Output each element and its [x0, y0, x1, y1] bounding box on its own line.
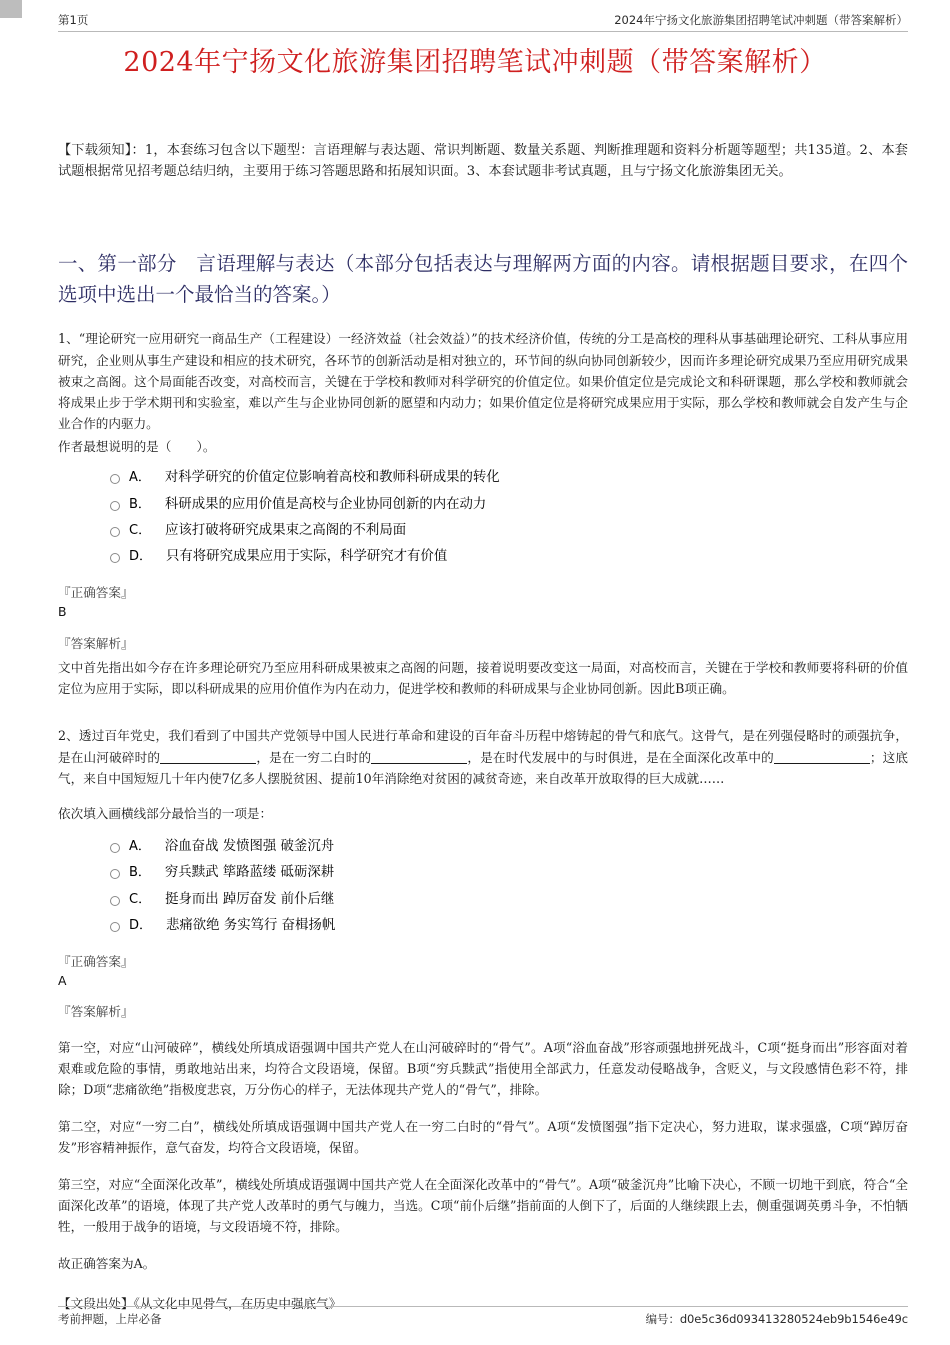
option-letter: A． — [129, 470, 151, 486]
running-header — [58, 12, 908, 32]
question-stem-segment: 2、透过百年党史，我们看到了中国共产党领导中国人民进行革命和建设的百年奋斗历程中熔铸起的骨气和底气。这骨气，是在列强侵略时的顽强抗争，是在山河破碎时的 — [58, 728, 908, 765]
question-prompt: 依次填入画横线部分最恰当的一项是： — [58, 805, 273, 821]
question-block — [58, 725, 908, 1314]
fill-blank — [371, 763, 467, 764]
header-document-title: 2024年宁扬文化旅游集团招聘笔试冲刺题（带答案解析） — [614, 13, 908, 27]
answer-analysis-text: 第三空，对应“全面深化改革”，横线处所填成语强调中国共产党人在全面深化改革中的“骨气”。A项“破釜沉舟”比喻下决心，不顾一切地干到底，符合“全面深化改革”的语境，体现了共产党人改革时的勇气与魄力，当选。C项“前仆后继”指前面的人倒下了，后面的人继续跟上去，侧重强调英勇斗争，不怕牺牲，一般用于战争的语境，与文段语境不符，排除。 — [58, 1176, 908, 1234]
correct-answer-label: 『正确答案』 — [58, 953, 134, 969]
footer-document-code — [646, 1311, 908, 1327]
answer-analysis-label: 『答案解析』 — [58, 1004, 134, 1020]
footer-code-value: d0e5c36d093413280524eb9b1546e49c — [679, 1312, 908, 1326]
option-list — [58, 834, 908, 940]
question-stem-segment: ，是在一穷二白时的 — [256, 749, 372, 765]
option-row[interactable] — [110, 834, 908, 860]
radio-icon[interactable] — [110, 553, 120, 563]
correct-answer-label: 『正确答案』 — [58, 584, 134, 600]
option-text: 浴血奋战 发愤图强 破釜沉舟 — [164, 839, 335, 855]
option-text: 科研成果的应用价值是高校与企业协同创新的内在动力 — [164, 496, 487, 512]
option-list — [58, 465, 908, 571]
option-text: 应该打破将研究成果束之高阁的不利局面 — [165, 523, 407, 539]
option-text: 穷兵黩武 筚路蓝缕 砥砺深耕 — [164, 865, 335, 881]
option-letter: C． — [129, 523, 152, 539]
page-title: 2024年宁扬文化旅游集团招聘笔试冲刺题（带答案解析） — [123, 47, 827, 78]
radio-icon[interactable] — [110, 527, 120, 537]
answer-conclusion-text: 故正确答案为A。 — [58, 1255, 156, 1271]
running-footer — [58, 1306, 908, 1327]
footer-code-label: 编号： — [645, 1312, 680, 1326]
question-stem — [58, 725, 908, 788]
radio-icon[interactable] — [110, 474, 120, 484]
answer-analysis-text: 第二空，对应“一穷二白”，横线处所填成语强调中国共产党人在一穷二白时的“骨气”。A项“发愤图强”指下定决心，努力进取，谋求强盛，C项“踔厉奋发”形容精神振作，意气奋发，均符合文段语境，保留。 — [58, 1119, 908, 1156]
fill-blank — [774, 763, 870, 764]
fill-blank — [160, 763, 256, 764]
option-row[interactable] — [110, 518, 908, 544]
section-heading: 一、第一部分 言语理解与表达（本部分包括表达与理解两方面的内容。请根据题目要求，在四个选项中选出一个最恰当的答案。） — [58, 251, 908, 306]
radio-icon[interactable] — [110, 896, 120, 906]
page-gutter-strip — [0, 0, 22, 18]
download-notice: 【下载须知】：1，本套练习包含以下题型：言语理解与表达题、常识判断题、数量关系题、判断推理题和资料分析题等题型；共135道。2、本套试题根据常见招考题总结归纳，主要用于练习答题思路和拓展知识面。3、本套试题非考试真题，且与宁扬文化旅游集团无关。 — [58, 143, 908, 180]
option-row[interactable] — [110, 887, 908, 913]
question-stem-segment: ；这底气，来自中国短短几十年内使7亿多人摆脱贫困、提前10年消除绝对贫困的减贫奇迹，来自改革开放取得的巨大成就…… — [58, 749, 909, 786]
option-row[interactable] — [110, 913, 908, 939]
radio-icon[interactable] — [110, 922, 120, 932]
option-letter: B． — [129, 865, 151, 881]
option-row[interactable] — [110, 544, 908, 570]
answer-analysis-text: 第一空，对应“山河破碎”，横线处所填成语强调中国共产党人在山河破碎时的“骨气”。A项“浴血奋战”形容顽强地拼死战斗，C项“挺身而出”形容面对着艰难或危险的事情，勇敢地站出来，均符合文段语境，保留。B项“穷兵黩武”指使用全部武力，任意发动侵略战争，含贬义，与文段感情色彩不符，排除；D项“悲痛欲绝”指极度悲哀，万分伤心的样子，无法体现共产党人的“骨气”，排除。 — [58, 1040, 908, 1098]
option-letter: C． — [129, 891, 152, 907]
option-letter: D． — [129, 918, 153, 934]
option-letter: A． — [129, 839, 151, 855]
question-prompt: 作者最想说明的是（ ）。 — [58, 439, 216, 455]
option-row[interactable] — [110, 465, 908, 491]
answer-analysis-text: 文中首先指出如今存在许多理论研究乃至应用科研成果被束之高阁的问题，接着说明要改变这一局面，对高校而言，关键在于学校和教师要将科研的价值定位为应用于实际，即以科研成果的应用价值作为内在动力，促进学校和教师的科研成果与企业协同创新。因此B项正确。 — [58, 659, 908, 696]
question-stem-segment: ，是在时代发展中的与时俱进，是在全面深化改革中的 — [467, 749, 774, 765]
document-body — [58, 140, 908, 1315]
option-row[interactable] — [110, 492, 908, 518]
answer-analysis-label: 『答案解析』 — [58, 635, 134, 651]
question-block — [58, 328, 908, 699]
question-stem: 1、“理论研究一应用研究一商品生产（工程建设）一经济效益（社会效益）”的技术经济价值，传统的分工是高校的理科从事基础理论研究、工科从事应用研究，企业则从事生产建设和相应的技术研究，各环节的创新活动是相对独立的，环节间的纵向协同创新较少，因而许多理论研究成果乃至应用研究成果被束之高阁。这个局面能否改变，对高校而言，关键在于学校和教师对科学研究的价值定位。如果价值定位是完成论文和科研课题，那么学校和教师就会将成果止步于学术期刊和实验室，难以产生与企业协同创新的愿望和内动力；如果价值定位是将研究成果应用于实际，那么学校和教师就会自发产生与企业合作的内驱力。 — [58, 331, 908, 431]
option-letter: D． — [129, 549, 153, 565]
passage-source: 【文段出处】《从文化中见骨气，在历史中强底气》 — [58, 1296, 342, 1312]
footer-slogan: 考前押题，上岸必备 — [58, 1312, 162, 1326]
correct-answer-value: B — [58, 603, 67, 619]
option-letter: B． — [129, 496, 151, 512]
correct-answer-value: A — [58, 972, 67, 988]
option-text: 对科学研究的价值定位影响着高校和教师科研成果的转化 — [164, 470, 500, 486]
radio-icon[interactable] — [110, 843, 120, 853]
option-text: 只有将研究成果应用于实际，科学研究才有价值 — [166, 549, 448, 565]
radio-icon[interactable] — [110, 501, 120, 511]
radio-icon[interactable] — [110, 869, 120, 879]
option-text: 悲痛欲绝 务实笃行 奋楫扬帆 — [166, 918, 336, 934]
page-number-label: 第1页 — [58, 13, 89, 27]
option-row[interactable] — [110, 860, 908, 886]
option-text: 挺身而出 踔厉奋发 前仆后继 — [165, 891, 335, 907]
